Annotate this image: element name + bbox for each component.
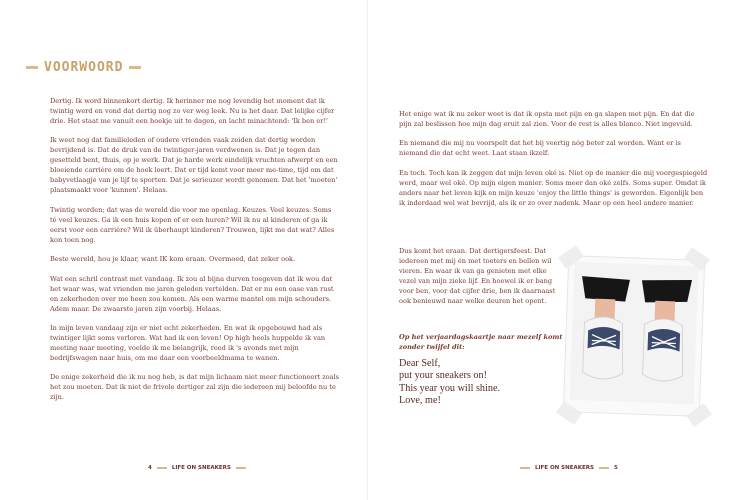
running-title: LIFE ON SNEAKERS: [171, 465, 231, 471]
heading-dash-right: [129, 66, 141, 69]
right-footer: [520, 465, 618, 471]
card-line: Dear Self,: [399, 358, 441, 369]
paragraph: Dus komt het eraan. Dat dertigersfeest. Dat iedereen met mij én met toeters en bellen wil vieren. En waar ik van ga genieten met elke vezel van mijn zieke lijf. En hoewel ik er bang voor ben, voor dat cijfer drie, ben ik daarnaast ook benieuwd naar welke deuren het opent.: [399, 247, 556, 305]
paragraph: Dertig. Ik word binnenkort dertig. Ik herinner me nog levendig het moment dat ik twintig werd en vond dat dertig nog zo ver weg leek. Nu is het daar. Dat lelijke cijfer drie. Het staat me vanuit een hoekje uit te dagen, en lacht minachtend: 'Ik ben er!': [50, 97, 335, 125]
right-page: [368, 0, 736, 500]
paragraph: Ik weet nog dat familieleden of oudere vrienden vaak zeiden dat dertig worden bevrijdend is. Dat de druk van de twintiger-jaren verdwenen is. Dat je tegen dan gesetteld bent, thuis, op je werk. Dat je harde werk eindelijk vruchten afwerpt en een bloeiende carrière om de hoek loert. Dat er tijd komt voor meer me-time, tijd om dat babyvetlaagje van je lijf te sporten. Dat je serieuzer wordt genomen. Dat het 'moeten' plaatsmaakt voor 'kunnen'. Helaas.: [50, 136, 338, 195]
right-body-text: [399, 109, 709, 217]
sneakers-illustration: [558, 250, 710, 422]
paragraph: En niemand die mij nu voorspelt dat het bij veertig nóg beter zal worden. Want er is niemand die dat echt weet. Laat staan ikzelf.: [399, 139, 681, 158]
page-number: 5: [613, 465, 618, 471]
footer-dash: [599, 467, 609, 469]
section-heading: [26, 60, 141, 75]
card-line: This year you will shine.: [399, 382, 501, 394]
paragraph: Het enige wat ik nu zeker weet is dat ik opsta met pijn en ga slapen met pijn. En dat die pijn zal beslissen hoe mijn dag eruit zal zien. Voor de rest is alles blanco. Niet ingevuld.: [399, 110, 695, 128]
paragraph: De enige zekerheid die ik nu nog heb, is dat mijn lichaam niet meer functioneert zoals het zou moeten. Dat ik niet de frivole dertiger zal zijn die iedereen mij beloofde nu te zijn.: [50, 373, 340, 402]
right-side-text: [399, 246, 557, 315]
left-body-text: [50, 96, 340, 412]
paragraph: En toch. Toch kan ik zeggen dat mijn leven oké is. Niet op de manier die mij voorgespiegeld werd, maar wel oké. Op mijn eigen manier. Soms meer dan oké zelfs. Soms super. Omdat ik anders naar het leven kijk en mijn keuze 'enjoy the little things' is geworden. Eigenlijk ben ik inderdaad wel wat bevrijd, als ik er zo over nadenk. Maar op een heel andere manier.: [399, 168, 708, 207]
running-title: LIFE ON SNEAKERS: [535, 465, 594, 471]
paragraph: Wat een schril contrast met vandaag. Ik zou al bijna durven toegeven dat ik wou dat het waar was, wat vrienden me jaren geleden vertelden. Dat er nu een oase van rust en zekerheden over me heen zou komen. Als een warme mantel om mijn schouders. Adem maar. De zwaarste jaren zijn voorbij. Helaas.: [50, 274, 334, 313]
paragraph: In mijn leven vandaag zijn er niet echt zekerheden. En wat ik opgebouwd had als twintiger lijkt soms verloren. Wat had ik een leven! Op high heels huppelde ik van meeting naar meeting, voelde ik me belangrijk, reed ik 's avonds met mijn bedrijfswagen naar huis, om me daar een voorbeeldmama te wanen.: [50, 323, 326, 362]
left-footer: [148, 465, 246, 471]
footer-dash: [520, 467, 530, 469]
page-number: 4: [148, 465, 152, 471]
card-caption: Op het verjaardagskaartje naar mezelf komt zonder twijfel dit:: [399, 333, 563, 351]
card-line: Love, me!: [399, 394, 441, 406]
heading-dash-left: [26, 66, 38, 69]
card-line: put your sneakers on!: [399, 370, 487, 382]
footer-dash: [236, 467, 246, 469]
paragraph: Beste wereld, hou je klaar, want IK kom eraan. Overmoed, dat zeker ook.: [50, 255, 296, 264]
footer-dash: [157, 467, 167, 469]
sneakers-photo: [558, 250, 710, 422]
heading-text: VOORWOORD: [44, 60, 124, 75]
paragraph: Twintig worden; dat was de wereld die voor me openlag. Keuzes. Veel keuzes. Soms té veel keuzes. Ga ik een huis kopen of er een huren? Wil ik nu al kinderen of ga ik eerst voor een carrière? Wil ik überhaupt kinderen? Trouwen, lijkt me dat wat? Alles kon toen nog.: [50, 205, 335, 244]
